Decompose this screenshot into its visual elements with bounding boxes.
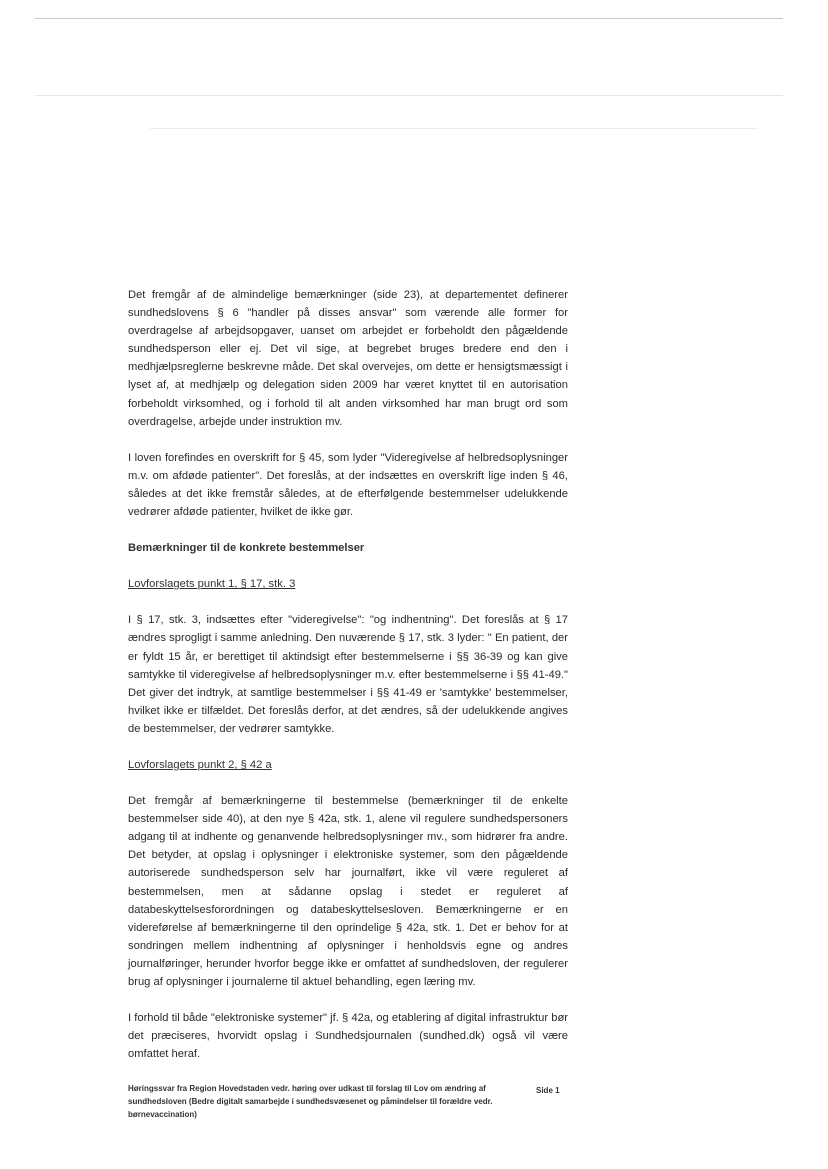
paragraph: I forhold til både "elektroniske systemer" jf. § 42a, og etablering af digital infrastruktur bør det præciseres, hvorvidt opslag i Sundhedsjournalen (sundhed.dk) også vil være omfattet heraf. [128, 1012, 568, 1061]
provision-heading: Lovforslagets punkt 1, § 17, stk. 3 [128, 578, 296, 591]
paragraph: I loven forefindes en overskrift for § 45, som lyder "Videregivelse af helbredsoplysninger m.v. om afdøde patienter". Det foreslås, at der indsættes en overskrift lige inden § 46, således at det ikke fremstår således, at de efterfølgende bestemmelser udelukkende vedrører afdøde patienter, hvilket de ikke gør. [128, 451, 568, 519]
paragraph: Det fremgår af de almindelige bemærkninger (side 23), at departementet definerer sundhedslovens § 6 "handler på disses ansvar" som værende alle former for overdragelse af arbejdsopgaver, uanset om arbejdet er forbeholdt den pågældende sundhedsperson eller ej. Det vil sige, at begrebet bruges bredere end den i medhjælpsreglerne beskrevne måde. Det skal overvejes, om dette er hensigtsmæssigt i lyset af, at medhjælp og delegation siden 2009 har været knyttet til en autorisation forbeholdt virksomhed, og i forhold til alt anden virksomhed har man brugt ord som overdragelse, arbejde under instruktion mv. [128, 289, 568, 428]
document-body [128, 286, 568, 1081]
scan-edge-top [35, 18, 783, 19]
paragraph: I § 17, stk. 3, indsættes efter "videregivelse": "og indhentning". Det foreslås at § 17 ændres sprogligt i samme anledning. Den nuværende § 17, stk. 3 lyder: " En patient, der er fyldt 15 år, er berettiget til aktindsigt efter bestemmelserne i §§ 36-39 og kan give samtykke til videregivelse af helbredsoplysninger m.v. efter bestemmelserne i §§ 41-49." Det giver det indtryk, at samtlige bestemmelser i §§ 41-49 er 'samtykke' bestemmelser, hvilket ikke er tilfældet. Det foreslås derfor, at det ændres, så der udelukkende angives de bestemmelser, der vedrører samtykke. [128, 614, 568, 735]
page-number: Side 1 [536, 1086, 560, 1095]
scan-rule-faint [150, 128, 758, 129]
scan-rule-faint [35, 95, 783, 96]
provision-heading: Lovforslagets punkt 2, § 42 a [128, 758, 272, 771]
page-footer: Høringssvar fra Region Hovedstaden vedr. høring over udkast til forslag til Lov om ændring af sundhedsloven (Bedre digitalt samarbejde i sundhedsvæsenet og påmindelser til forældre vedr. børnevaccination) [128, 1084, 493, 1119]
paragraph: Det fremgår af bemærkningerne til bestemmelse (bemærkninger til de enkelte bestemmelser side 40), at den nye § 42a, stk. 1, alene vil regulere sundhedspersoners adgang til at indhente og genanvende helbredsoplysninger mv., som hidrører fra andre. Det betyder, at opslag i oplysninger i elektroniske systemer, som den pågældende autoriserede sundhedsperson selv har journalført, ikke vil være reguleret af bestemmelsen, men at sådanne opslag i stedet er reguleret af databeskyttelsesforordningen og databeskyttelsesloven. Bemærkningerne er en videreførelse af bemærkningerne til den oprindelige § 42a, stk. 1. Det er behov for at sondringen mellem indhentning af oplysninger i henholdsvis egne og andres journalføringer, herunder hvorfor begge ikke er omfattet af sundhedsloven, der regulerer brug af oplysninger i journalerne til aktuel behandling, egen læring mv. [128, 795, 568, 988]
section-heading: Bemærkninger til de konkrete bestemmelser [128, 542, 365, 555]
